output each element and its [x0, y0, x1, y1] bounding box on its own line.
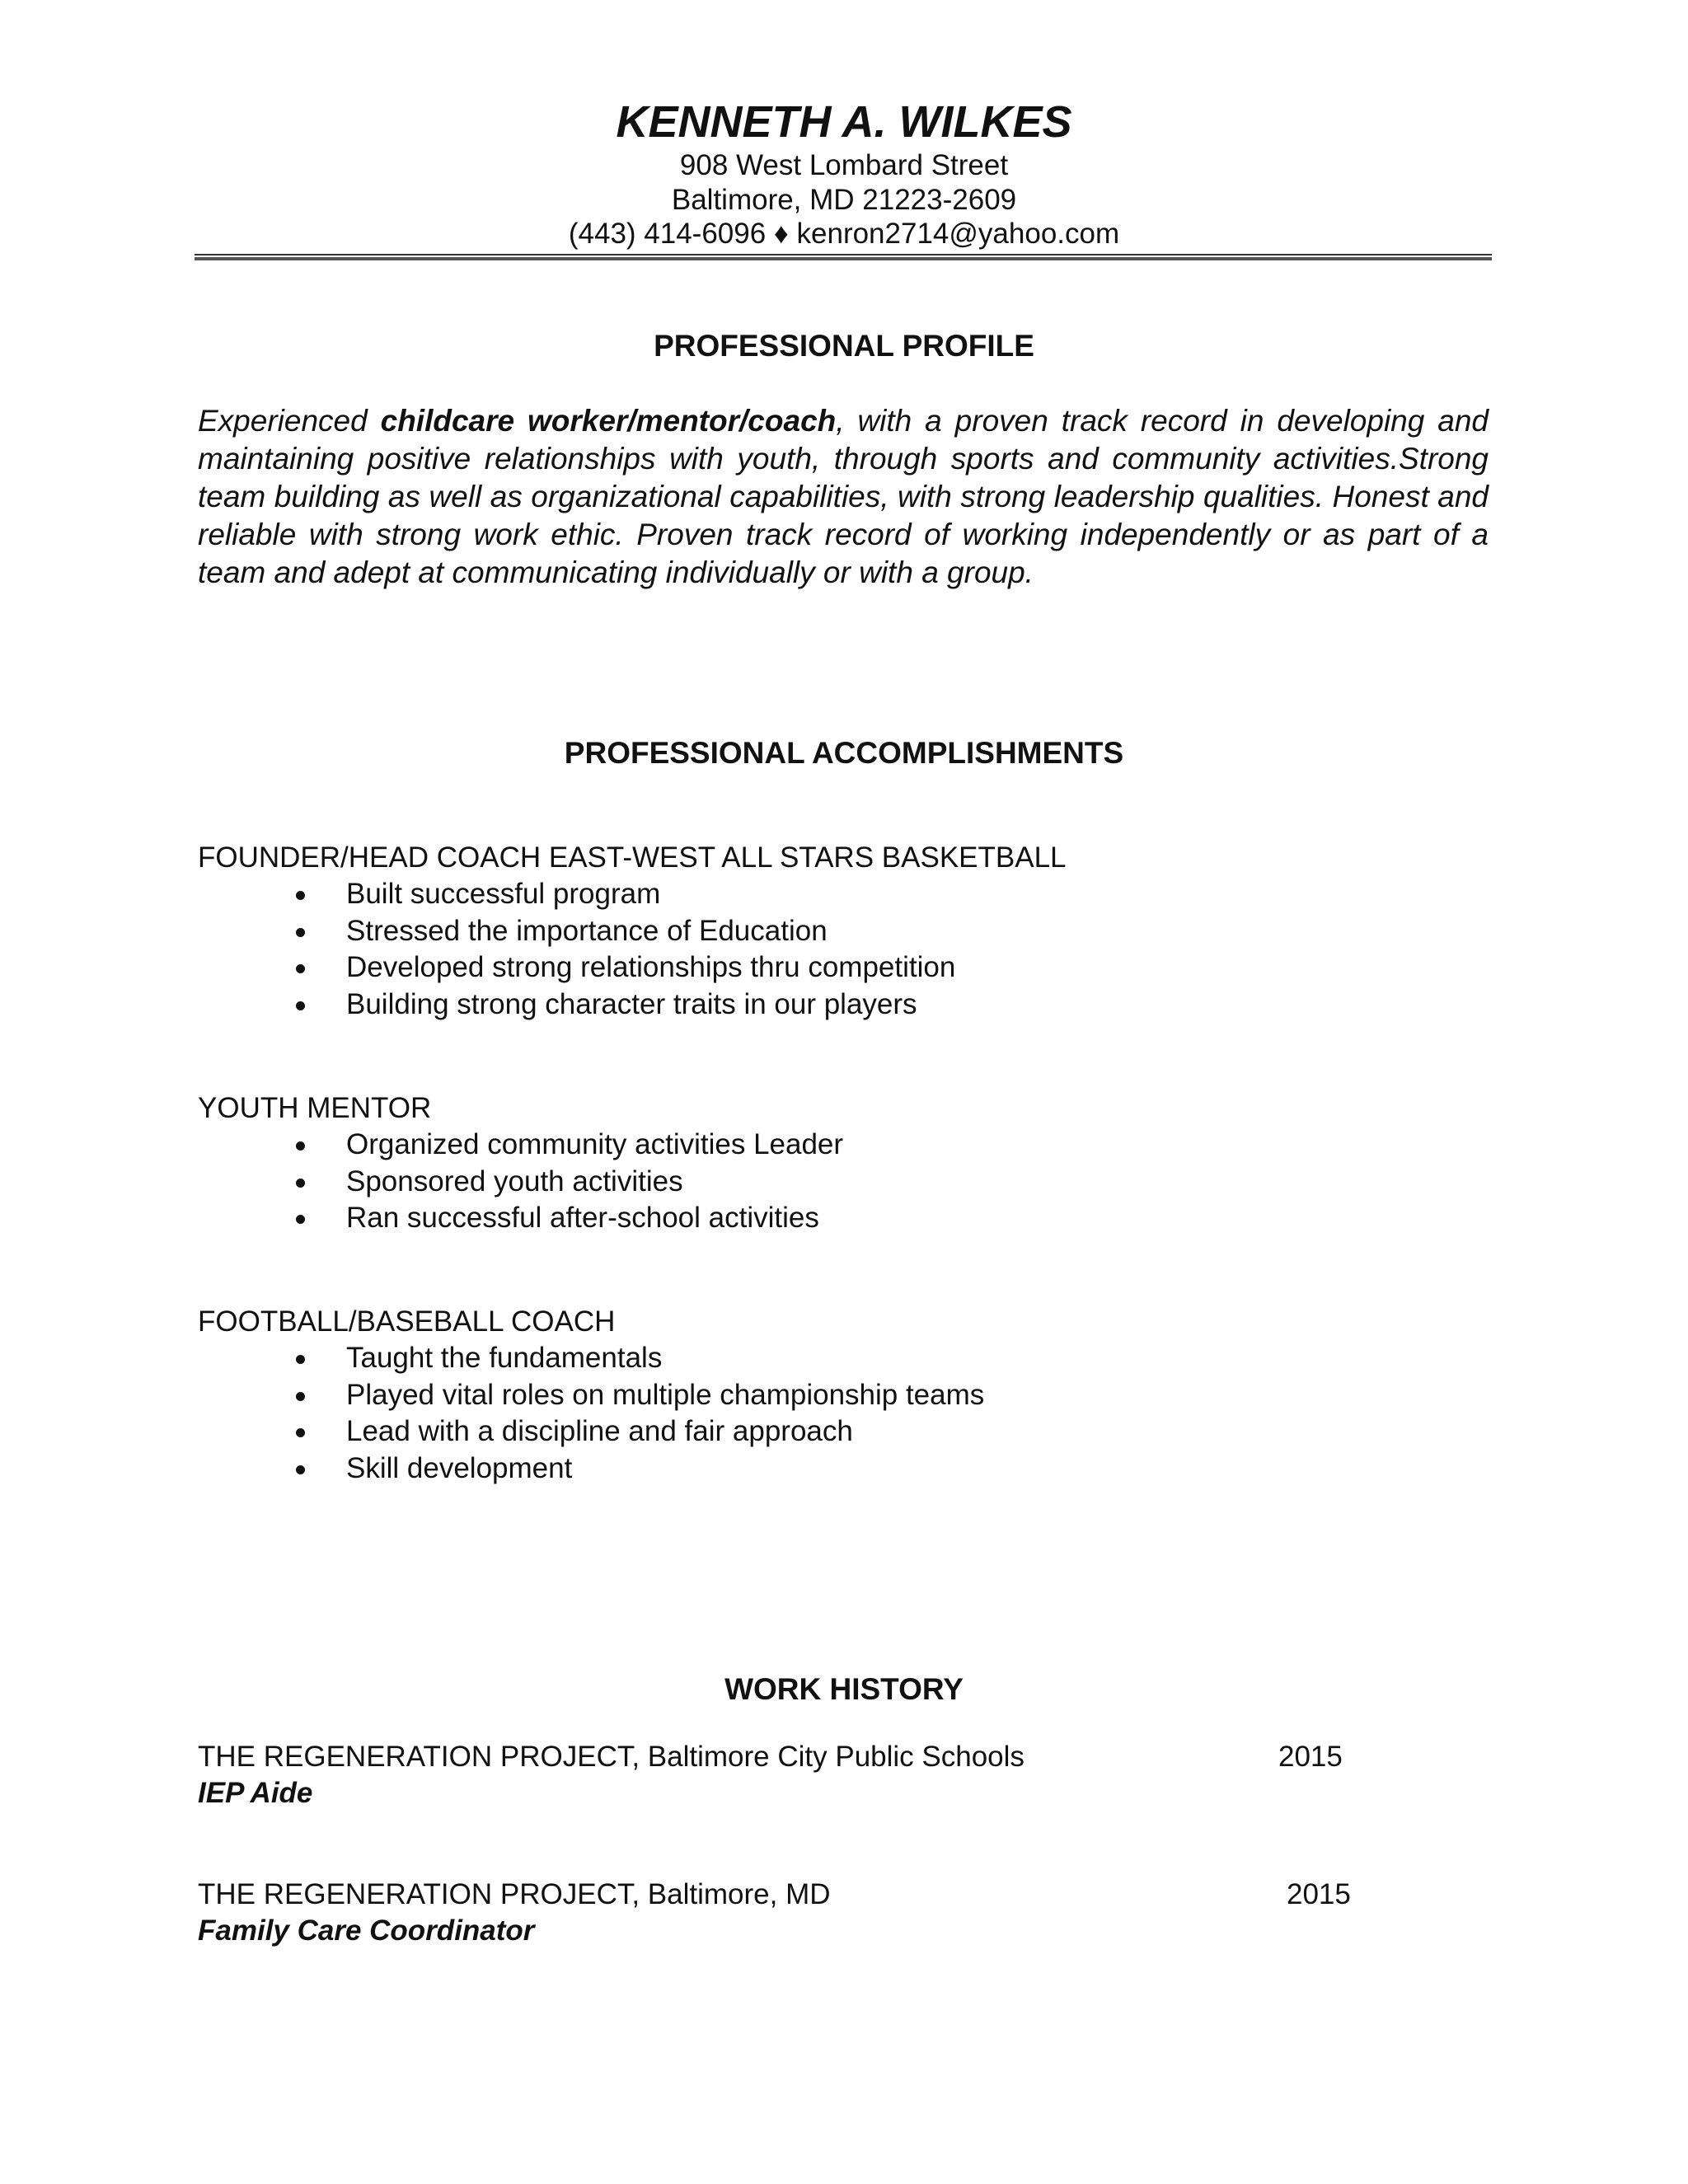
job-year: 2015 — [1287, 1878, 1351, 1910]
bullet-icon — [296, 1392, 305, 1401]
bullet-icon — [296, 1001, 305, 1010]
list-item-text: Played vital roles on multiple championship teams — [346, 1378, 985, 1411]
list-item-text: Built successful program — [346, 878, 661, 910]
job-line — [198, 1877, 1385, 1913]
list-item-text: Building strong character traits in our players — [346, 987, 917, 1020]
accomplishment-group-title: FOOTBALL/BASEBALL COACH — [198, 1305, 616, 1338]
list-item-text: Ran successful after-school activities — [346, 1202, 819, 1234]
bullet-icon — [296, 928, 305, 937]
job-line — [198, 1739, 1385, 1775]
list-item-text: Taught the fundamentals — [346, 1342, 663, 1374]
accomplishment-group — [198, 1090, 1434, 1237]
job-employer: THE REGENERATION PROJECT, Baltimore, MD — [198, 1878, 831, 1910]
accomplishment-group-title: FOUNDER/HEAD COACH EAST-WEST ALL STARS BASKETBALL — [198, 841, 1067, 874]
phone-and-email: (443) 414-6096 ♦ kenron2714@yahoo.com — [568, 218, 1120, 250]
accomplishment-group-title: YOUTH MENTOR — [198, 1092, 432, 1124]
list-item — [198, 949, 1434, 987]
header-divider-thin — [195, 254, 1492, 255]
job-employer: THE REGENERATION PROJECT, Baltimore City Public Schools — [198, 1741, 1025, 1773]
header-divider-thick — [195, 257, 1492, 260]
bullet-icon — [296, 1141, 305, 1151]
list-item — [198, 1451, 1434, 1488]
profile-body: , with a proven track record in developing and maintaining positive relationships with youth, through sports and community activities.Strong team building as well as organizational capabilities, with strong leadership qualities. Honest and reliable with strong work ethic. Proven track record of working independently or as part of a team and adept at communicating individually or with a group. — [198, 404, 1489, 589]
list-item — [198, 1340, 1434, 1377]
list-item-text: Stressed the importance of Education — [346, 914, 828, 947]
list-item — [198, 1164, 1434, 1201]
job-title: IEP Aide — [198, 1777, 313, 1809]
list-item-text: Skill development — [346, 1451, 573, 1484]
accomplishment-group — [198, 1304, 1434, 1487]
list-item — [198, 913, 1434, 950]
job-entry — [198, 1739, 1385, 1811]
list-item-text: Sponsored youth activities — [346, 1165, 683, 1197]
list-item — [198, 1413, 1434, 1451]
profile-lead: Experienced — [198, 404, 381, 438]
profile-paragraph — [198, 402, 1489, 592]
bullet-icon — [296, 1355, 305, 1364]
list-item-text: Lead with a discipline and fair approach — [346, 1415, 853, 1447]
accomplishment-list — [198, 1340, 1434, 1487]
accomplishment-list — [198, 1127, 1434, 1237]
work-history-heading: WORK HISTORY — [724, 1672, 964, 1706]
bullet-icon — [296, 1465, 305, 1474]
job-title: Family Care Coordinator — [198, 1915, 535, 1947]
accomplishment-list — [198, 876, 1434, 1023]
list-item — [198, 1200, 1434, 1237]
list-item-text: Developed strong relationships thru competition — [346, 951, 956, 983]
accomplishments-heading: PROFESSIONAL ACCOMPLISHMENTS — [564, 736, 1124, 770]
list-item — [198, 1127, 1434, 1164]
accomplishment-group — [198, 840, 1434, 1023]
list-item — [198, 987, 1434, 1024]
profile-heading: PROFESSIONAL PROFILE — [654, 329, 1034, 363]
list-item — [198, 876, 1434, 913]
list-item-text: Organized community activities Leader — [346, 1128, 844, 1160]
job-year: 2015 — [1278, 1741, 1343, 1773]
bullet-icon — [296, 964, 305, 973]
bullet-icon — [296, 1179, 305, 1188]
candidate-name: KENNETH A. WILKES — [616, 97, 1072, 147]
job-entry — [198, 1877, 1385, 1949]
bullet-icon — [296, 1428, 305, 1437]
street-address: 908 West Lombard Street — [679, 149, 1009, 181]
bullet-icon — [296, 891, 305, 900]
profile-emphasis: childcare worker/mentor/coach — [380, 404, 837, 438]
city-state-zip: Baltimore, MD 21223-2609 — [671, 184, 1017, 216]
bullet-icon — [296, 1215, 305, 1224]
list-item — [198, 1377, 1434, 1414]
